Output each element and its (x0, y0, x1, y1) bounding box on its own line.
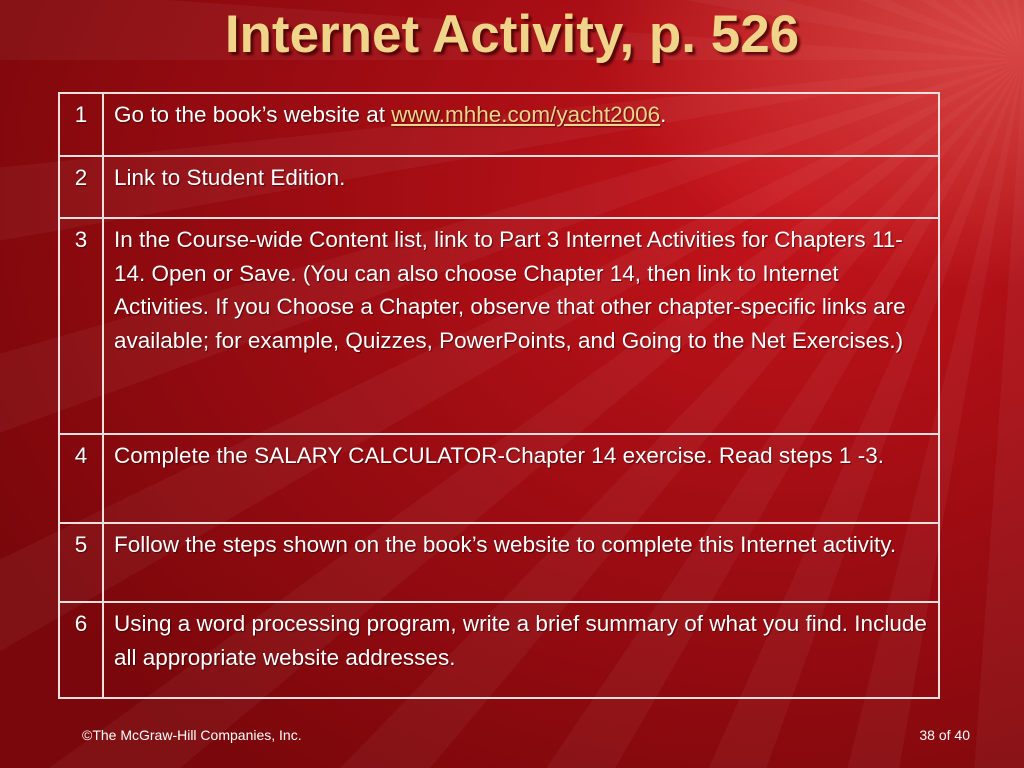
step-number: 6 (59, 602, 103, 698)
step-number: 5 (59, 523, 103, 602)
table-row (59, 156, 939, 218)
page-indicator: 38 of 40 (919, 727, 970, 743)
step-text-suffix: . (660, 102, 667, 127)
step-text (103, 93, 939, 156)
step-number: 2 (59, 156, 103, 218)
footer-copyright: ©The McGraw-Hill Companies, Inc. (82, 727, 302, 743)
table-row (59, 602, 939, 698)
table-row (59, 218, 939, 434)
step-text: Using a word processing program, write a brief summary of what you find. Include all appropriate website addresses. (103, 602, 939, 698)
step-text-prefix: Go to the book’s website at (114, 102, 392, 127)
step-number: 4 (59, 434, 103, 523)
step-text: Follow the steps shown on the book’s website to complete this Internet activity. (103, 523, 939, 602)
step-text: Complete the SALARY CALCULATOR-Chapter 14 exercise. Read steps 1 -3. (103, 434, 939, 523)
step-text: In the Course-wide Content list, link to Part 3 Internet Activities for Chapters 11-14. Open or Save. (You can also choose Chapter 14, then link to Internet Activities. If you Choose a Chapter, observe that other chapter-specific links are available; for example, Quizzes, PowerPoints, and Going to the Net Exercises.) (103, 218, 939, 434)
step-number: 1 (59, 93, 103, 156)
table-row (59, 434, 939, 523)
slide-title: Internet Activity, p. 526 (224, 5, 800, 64)
website-link[interactable]: www.mhhe.com/yacht2006 (391, 102, 661, 127)
table-row (59, 93, 939, 156)
steps-table (58, 92, 940, 699)
step-number: 3 (59, 218, 103, 434)
step-text: Link to Student Edition. (103, 156, 939, 218)
table-row (59, 523, 939, 602)
